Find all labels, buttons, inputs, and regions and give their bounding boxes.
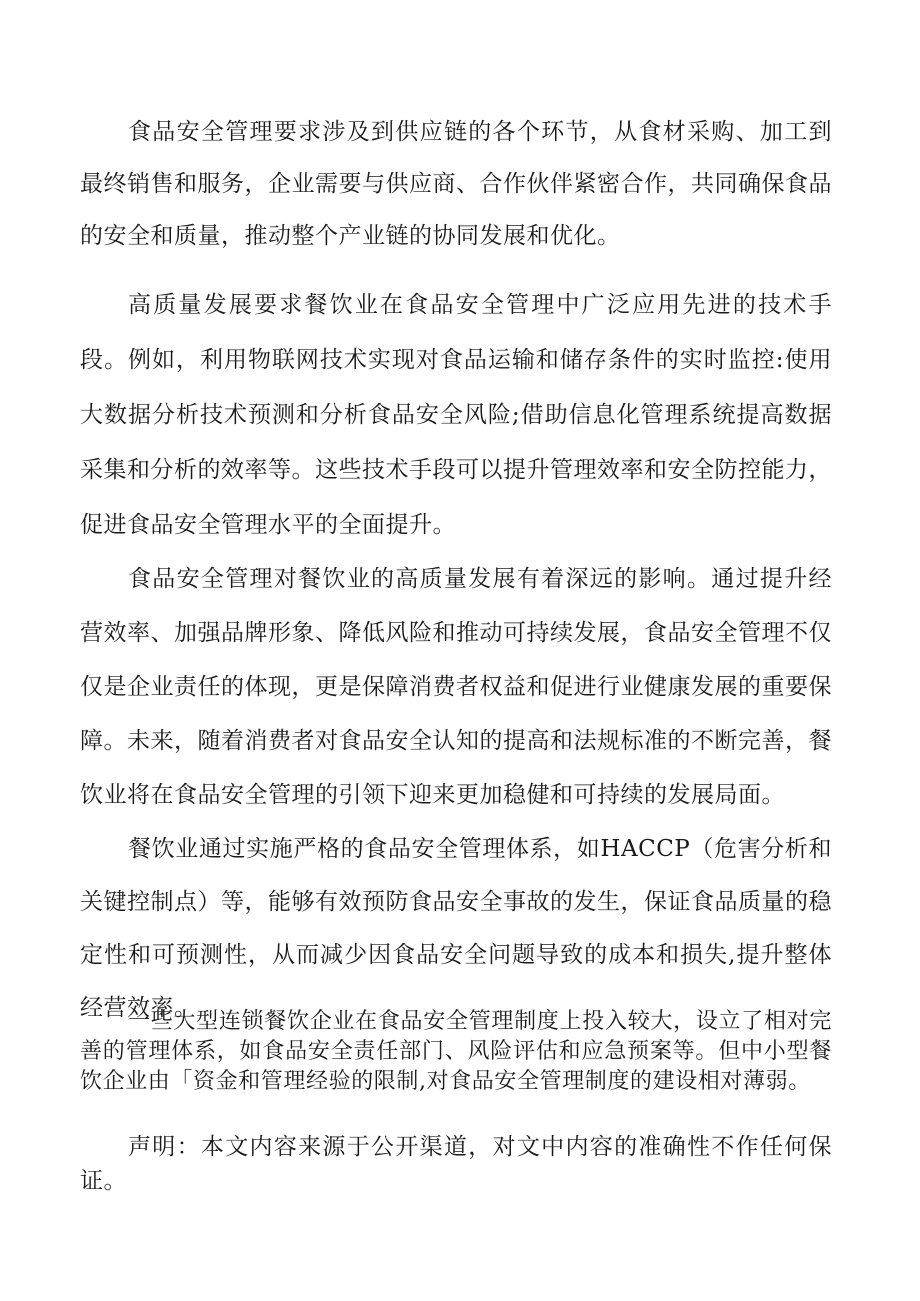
disclaimer-statement: 声明：本文内容来源于公开渠道，对文中内容的准确性不作任何保证。	[80, 1134, 832, 1194]
paragraph-impact: 食品安全管理对餐饮业的高质量发展有着深远的影响。通过提升经营效率、加强品牌形象、降低风险和推动可持续发展，食品安全管理不仅仅是企业责任的体现，更是保障消费者权益和促进行业健康发展的重要保障。未来，随着消费者对食品安全认知的提高和法规标准的不断完善，餐饮业将在食品安全管理的引领下迎来更加稳健和可持续的发展局面。	[80, 566, 832, 808]
paragraph-chain-enterprises: 一些大型连锁餐饮企业在食品安全管理制度上投入较大，设立了相对完善的管理体系，如食品安全责任部门、风险评估和应急预案等。但中小型餐饮企业由「资金和管理经验的限制,对食品安全管理制度的建设相对薄弱。	[80, 1009, 832, 1094]
paragraph-technology: 高质量发展要求餐饮业在食品安全管理中广泛应用先进的技术手段。例如，利用物联网技术实现对食品运输和储存条件的实时监控:使用大数据分析技术预测和分析食品安全风险;借助信息化管理系统提高数据采集和分析的效率等。这些技术手段可以提升管理效率和安全防控能力，促进食品安全管理水平的全面提升。	[80, 292, 832, 538]
paragraph-haccp: 餐饮业通过实施严格的食品安全管理体系，如HACCP（危害分析和关键控制点）等，能够有效预防食品安全事故的发生，保证食品质量的稳定性和可预测性，从而减少因食品安全问题导致的成本和损失,提升整体经营效率。	[80, 836, 832, 1021]
paragraph-supply-chain: 食品安全管理要求涉及到供应链的各个环节，从食材采购、加工到最终销售和服务，企业需要与供应商、合作伙伴紧密合作，共同确保食品的安全和质量，推动整个产业链的协同发展和优化。	[80, 119, 832, 249]
